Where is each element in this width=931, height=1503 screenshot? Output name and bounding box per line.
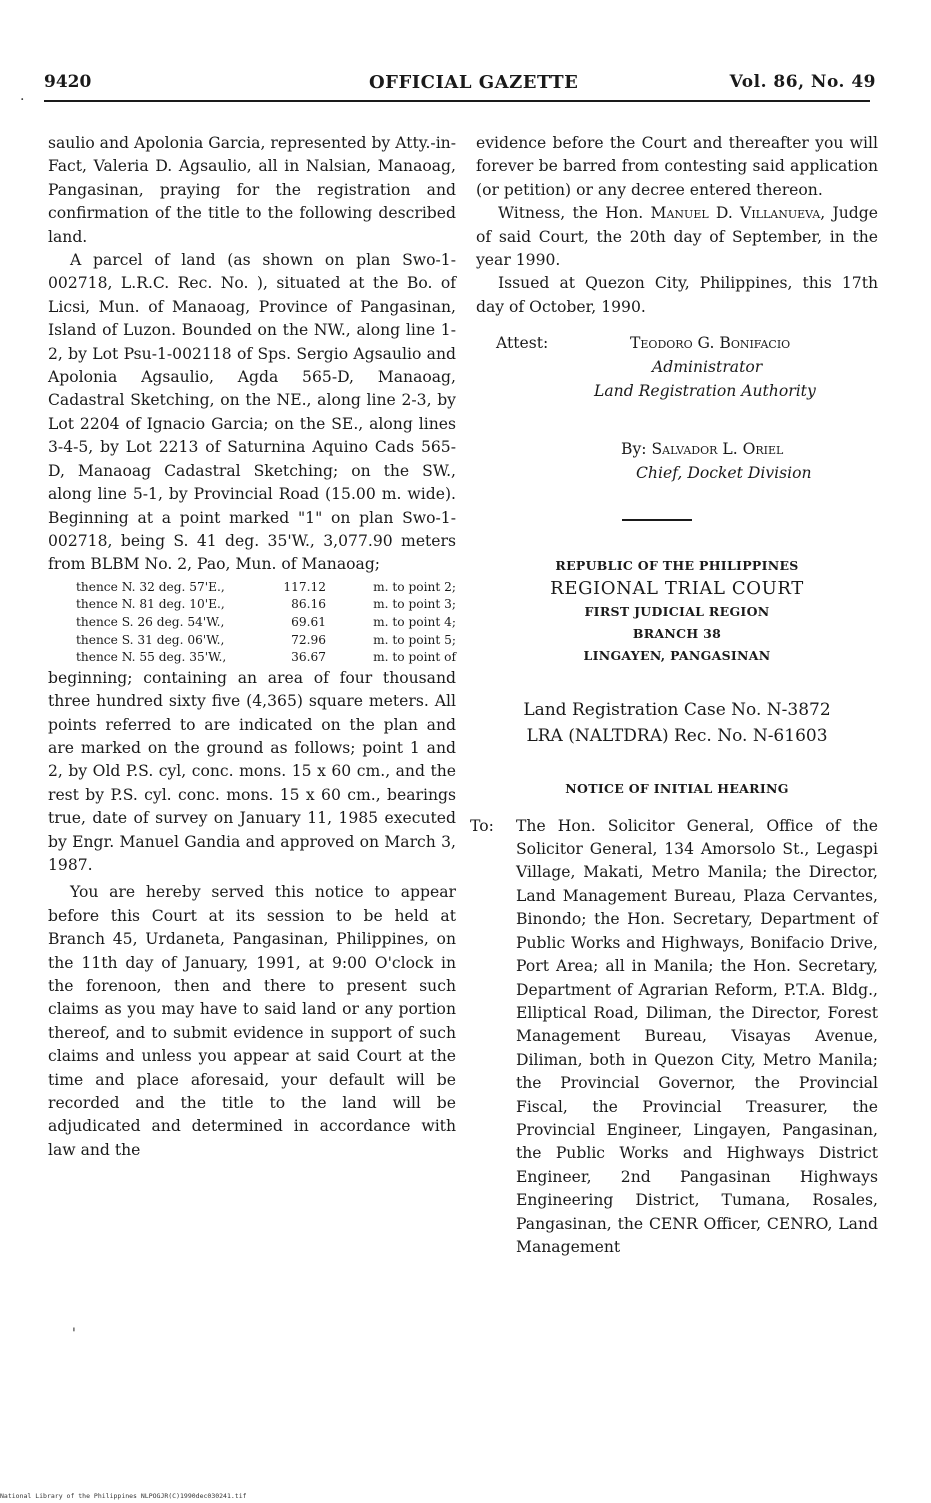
addressees — [470, 815, 878, 1260]
by-label: By: — [621, 440, 647, 459]
paragraph-land-description: A parcel of land (as shown on plan Swo-1-002718, L.R.C. Rec. No. ), situated at the Bo. of Licsi, Mun. of Manaoag, Province of Pangasinan, Island of Luzon. Bounded on the NW., along line 1-2, by Lot Psu-1-002118 of Sps. Sergio Agsaulio and Apolonia Agsaulio, Agda 565-D, Manaoag, Cadastral Sketching, on the NE., along line 2-3, by Lot 2204 of Ignacio Garcia; on the SE., along lines 3-4-5, by Lot 2213 of Saturnina Aquino Cads 565-D, Manaoag Cadastral Sketching; on the SW., along line 5-1, by Provincial Road (15.00 m. wide). Beginning at a point marked "1" on plan Swo-1-002718, being S. 41 deg. 35'W., 3,077.90 meters from BLBM No. 2, Pao, Mun. of Manaoag; — [48, 251, 456, 574]
course-line: thence N. 55 deg. 35'W., 36.67 m. to point of — [76, 650, 456, 665]
court-branch: BRANCH 38 — [632, 626, 722, 642]
case-numbers — [476, 697, 878, 749]
course-line: thence N. 32 deg. 57'E., 117.12 m. to point 2; — [76, 579, 456, 594]
notice-title: NOTICE OF INITIAL HEARING — [565, 781, 789, 797]
addressee-list: The Hon. Solicitor General, Office of the Solicitor General, 134 Amorsolo St., Legaspi Village, Makati, Metro Manila; the Director, Land Management Bureau, Plaza Cervantes, Binondo; the Hon. Secretary, Department of Public Works and Highways, Bonifacio Drive, Port Area; all in Manila; the Hon. Secretary, Department of Agrarian Reform, P.T.A. Bldg., Elliptical Road, Diliman, the Director, Forest Management Bureau, Visayas Avenue, Diliman, both in Quezon City, Metro Manila; the Provincial Governor, the Provincial Fiscal, the Provincial Treasurer, the Provincial Engineer, Lingayen, Pangasinan, the Public Works and Highways District Engineer, 2nd Pangasinan Highways Engineering District, Tumana, Rosales, Pangasinan, the CENR Officer, CENRO, Land Management — [516, 816, 878, 1256]
court-location: LINGAYEN, PANGASINAN — [583, 648, 771, 664]
attest-agency: Land Registration Authority — [594, 382, 816, 401]
court-republic: REPUBLIC OF THE PHILIPPINES — [555, 558, 799, 574]
page-number: 9420 — [44, 72, 92, 92]
paragraph-issued: Issued at Quezon City, Philippines, this 17th day of October, 1990. — [476, 274, 878, 316]
course-line: thence N. 81 deg. 10'E., 86.16 m. to point 3; — [76, 597, 456, 612]
header-rule — [44, 100, 870, 102]
survey-courses — [48, 579, 456, 667]
right-column — [470, 132, 878, 1259]
left-column — [48, 132, 456, 1162]
scan-speck: . — [20, 88, 25, 104]
judge-name: Manuel D. Villanueva — [650, 204, 821, 223]
scan-speck: ' — [72, 1326, 76, 1342]
publication-title: OFFICIAL GAZETTE — [369, 72, 579, 93]
section-divider — [622, 519, 692, 521]
scan-footer: National Library of the Philippines NLPOGJR(C)1990dec030241.tif — [0, 1492, 247, 1500]
by-title: Chief, Docket Division — [636, 464, 812, 483]
paragraph-area: beginning; containing an area of four thousand three hundred sixty five (4,365) square meters. All points referred to are indicated on the plan and are marked on the ground as follows; point 1 and 2, by Old P.S. cyl, conc. mons. 15 x 60 cm., and the rest by P.S. cyl. conc. mons. 15 x 60 cm., bearings true, date of survey on January 11, 1985 executed by Engr. Manuel Gandia and approved on March 3, 1987. — [48, 668, 456, 874]
attest-label: Attest: — [496, 334, 549, 353]
course-line: thence S. 31 deg. 06'W., 72.96 m. to point 5; — [76, 632, 456, 647]
paragraph-witness: Witness, the Hon. Manuel D. Villanueva, Judge of said Court, the 20th day of September, in the year 1990. — [476, 204, 878, 270]
volume-number: Vol. 86, No. 49 — [729, 72, 876, 92]
attest-name: Teodoro G. Bonifacio — [630, 334, 791, 353]
paragraph-parties: saulio and Apolonia Garcia, represented by Atty.-in-Fact, Valeria D. Agsaulio, all in Nalsian, Manaoag, Pangasinan, praying for the registration and confirmation of the title to the following described land. — [48, 134, 456, 246]
case-number: Land Registration Case No. N-3872 — [523, 700, 831, 721]
court-heading — [476, 555, 878, 667]
court-name: REGIONAL TRIAL COURT — [550, 578, 804, 600]
paragraph-evidence: evidence before the Court and thereafter you will forever be barred from contesting said application (or petition) or any decree entered thereon. — [476, 134, 878, 199]
attest-block — [476, 331, 878, 429]
by-name: Salvador L. Oriel — [651, 440, 784, 459]
to-label: To: — [470, 816, 494, 835]
paragraph-summons: You are hereby served this notice to appear before this Court at its session to be held at Branch 45, Urdaneta, Pangasinan, Philippines, on the 11th day of January, 1991, at 9:00 O'clock in the forenoon, then and there to present such claims as you may have to said land or any portion thereof, and to submit evidence in support of such claims and unless you appear at said Court at the time and place aforesaid, your default will be recorded and the title to the land will be adjudicated and determined in accordance with law and the — [48, 883, 456, 1159]
by-block — [476, 437, 878, 493]
court-region: FIRST JUDICIAL REGION — [584, 604, 770, 620]
course-line: thence S. 26 deg. 54'W., 69.61 m. to point 4; — [76, 614, 456, 629]
attest-title: Administrator — [652, 358, 763, 377]
page-header — [44, 72, 876, 96]
record-number: LRA (NALTDRA) Rec. No. N-61603 — [526, 726, 828, 747]
